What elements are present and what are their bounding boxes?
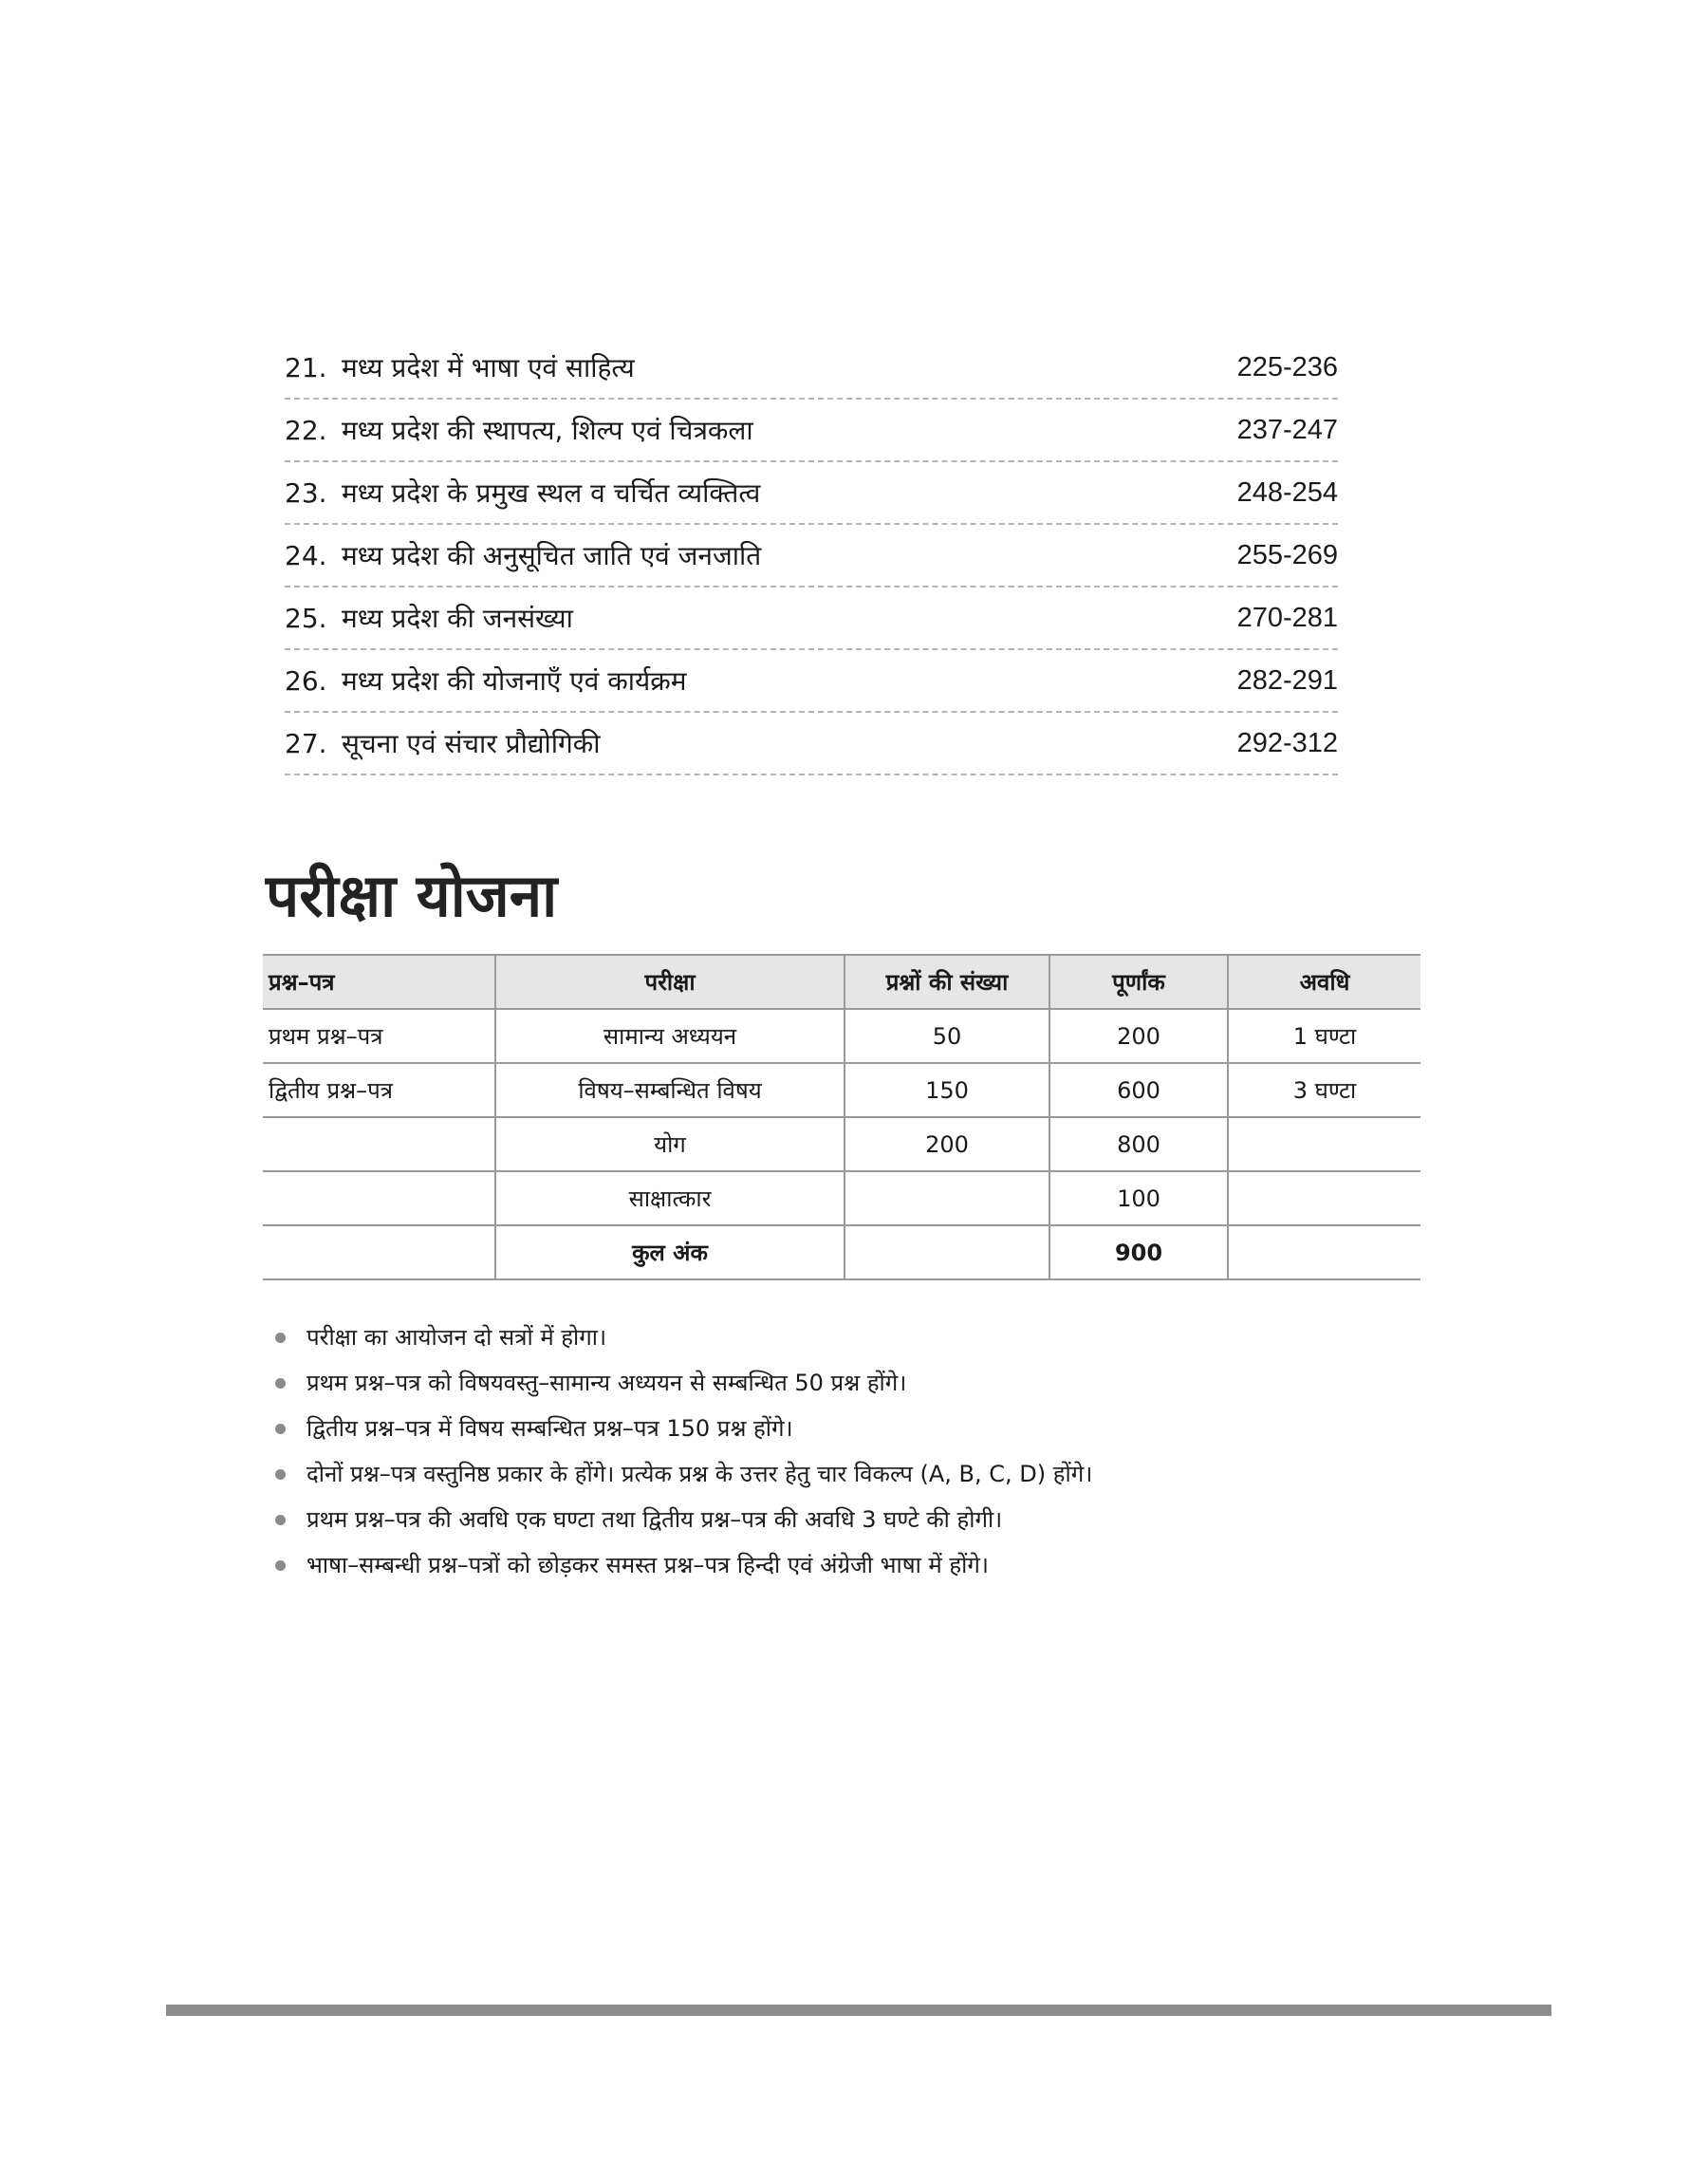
toc-number: 26.: [285, 664, 327, 697]
cell-paper: प्रथम प्रश्न–पत्र: [263, 1009, 495, 1063]
cell-max-marks: 200: [1049, 1009, 1228, 1063]
header-duration: अवधि: [1228, 955, 1420, 1009]
bullet-icon: [275, 1469, 286, 1480]
note-text: परीक्षा का आयोजन दो सत्रों में होगा।: [306, 1324, 607, 1351]
toc-row[interactable]: [285, 400, 1338, 462]
cell-duration: 3 घण्टा: [1228, 1063, 1420, 1117]
table-of-contents: [285, 337, 1338, 775]
cell-exam: विषय–सम्बन्धित विषय: [495, 1063, 845, 1117]
toc-number: 27.: [285, 727, 327, 759]
bullet-icon: [275, 1378, 286, 1389]
toc-number: 21.: [285, 351, 327, 383]
table-row: [263, 1117, 1420, 1171]
cell-max-marks: 800: [1049, 1117, 1228, 1171]
list-item: [275, 1497, 1509, 1542]
bullet-icon: [275, 1560, 286, 1571]
bullet-icon: [275, 1424, 286, 1434]
cell-exam: सामान्य अध्ययन: [495, 1009, 845, 1063]
toc-pages: 255-269: [1236, 539, 1338, 570]
toc-row[interactable]: [285, 650, 1338, 713]
list-item: [275, 1542, 1509, 1588]
toc-title: मध्य प्रदेश के प्रमुख स्थल व चर्चित व्यक्तित्व: [342, 477, 761, 509]
table-row: [263, 1171, 1420, 1225]
exam-scheme-table: [263, 954, 1420, 1280]
cell-question-count: 50: [845, 1009, 1049, 1063]
cell-paper: [263, 1225, 495, 1279]
toc-number: 25.: [285, 602, 327, 634]
table-row: [263, 1063, 1420, 1117]
note-text: प्रथम प्रश्न–पत्र को विषयवस्तु–सामान्य अध्ययन से सम्बन्धित 50 प्रश्न होंगे।: [306, 1370, 907, 1396]
cell-question-count: [845, 1225, 1049, 1279]
header-max-marks: पूर्णांक: [1049, 955, 1228, 1009]
header-paper: प्रश्न–पत्र: [263, 955, 495, 1009]
cell-exam: कुल अंक: [495, 1225, 845, 1279]
list-item: [275, 1451, 1509, 1497]
cell-question-count: [845, 1171, 1049, 1225]
toc-title: मध्य प्रदेश की अनुसूचित जाति एवं जनजाति: [342, 540, 762, 571]
toc-row[interactable]: [285, 713, 1338, 775]
cell-exam: योग: [495, 1117, 845, 1171]
toc-row[interactable]: [285, 588, 1338, 650]
cell-paper: [263, 1171, 495, 1225]
toc-title: मध्य प्रदेश में भाषा एवं साहित्य: [342, 352, 635, 383]
header-question-count: प्रश्नों की संख्या: [845, 955, 1049, 1009]
toc-number: 24.: [285, 539, 327, 571]
toc-title: मध्य प्रदेश की जनसंख्या: [342, 603, 573, 634]
toc-row[interactable]: [285, 337, 1338, 400]
cell-duration: [1228, 1171, 1420, 1225]
cell-exam: साक्षात्कार: [495, 1171, 845, 1225]
cell-duration: 1 घण्टा: [1228, 1009, 1420, 1063]
toc-pages: 282-291: [1236, 664, 1338, 696]
cell-question-count: 200: [845, 1117, 1049, 1171]
toc-pages: 248-254: [1236, 476, 1338, 508]
list-item: [275, 1315, 1509, 1360]
list-item: [275, 1360, 1509, 1406]
section-title: परीक्षा योजना: [266, 861, 558, 930]
header-exam: परीक्षा: [495, 955, 845, 1009]
cell-paper: द्वितीय प्रश्न–पत्र: [263, 1063, 495, 1117]
cell-duration: [1228, 1117, 1420, 1171]
cell-duration: [1228, 1225, 1420, 1279]
cell-question-count: 150: [845, 1063, 1049, 1117]
toc-row[interactable]: [285, 525, 1338, 588]
bullet-icon: [275, 1515, 286, 1525]
toc-pages: 225-236: [1236, 351, 1338, 382]
list-item: [275, 1406, 1509, 1451]
cell-max-marks: 100: [1049, 1171, 1228, 1225]
toc-number: 23.: [285, 476, 327, 509]
toc-title: मध्य प्रदेश की स्थापत्य, शिल्प एवं चित्रकला: [342, 415, 753, 446]
table-header-row: [263, 955, 1420, 1009]
toc-title: सूचना एवं संचार प्रौद्योगिकी: [342, 728, 601, 759]
cell-max-marks: 900: [1049, 1225, 1228, 1279]
toc-number: 22.: [285, 414, 327, 446]
cell-max-marks: 600: [1049, 1063, 1228, 1117]
table-row: [263, 1225, 1420, 1279]
toc-row[interactable]: [285, 462, 1338, 525]
toc-pages: 270-281: [1236, 602, 1338, 633]
table-row: [263, 1009, 1420, 1063]
exam-notes-list: [275, 1315, 1509, 1588]
bullet-icon: [275, 1333, 286, 1343]
note-text: भाषा–सम्बन्धी प्रश्न–पत्रों को छोड़कर समस्त प्रश्न–पत्र हिन्दी एवं अंग्रेजी भाषा में होंगे।: [306, 1552, 989, 1578]
toc-pages: 292-312: [1236, 727, 1338, 758]
cell-paper: [263, 1117, 495, 1171]
toc-pages: 237-247: [1236, 414, 1338, 445]
toc-title: मध्य प्रदेश की योजनाएँ एवं कार्यक्रम: [342, 665, 687, 697]
note-text: दोनों प्रश्न–पत्र वस्तुनिष्ठ प्रकार के होंगे। प्रत्येक प्रश्न के उत्तर हेतु चार विकल्प (A, B, C, D) होंगे।: [306, 1461, 1093, 1487]
note-text: प्रथम प्रश्न–पत्र की अवधि एक घण्टा तथा द्वितीय प्रश्न–पत्र की अवधि 3 घण्टे की होगी।: [306, 1506, 1003, 1533]
note-text: द्वितीय प्रश्न–पत्र में विषय सम्बन्धित प्रश्न–पत्र 150 प्रश्न होंगे।: [306, 1415, 793, 1442]
footer-divider: [166, 2005, 1551, 2016]
